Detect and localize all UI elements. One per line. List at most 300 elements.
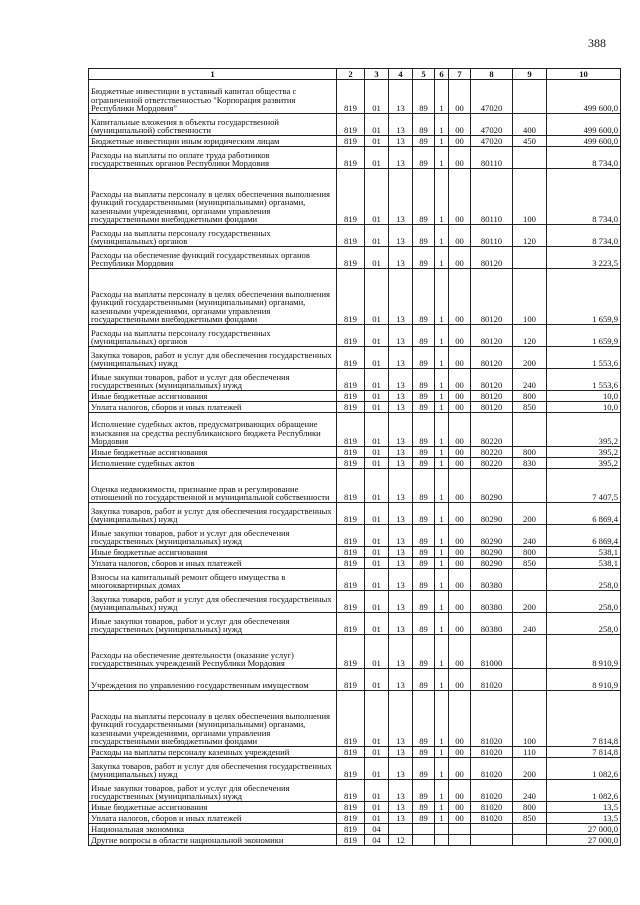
row-code-4: 13 (389, 80, 413, 114)
row-code-5: 89 (413, 402, 435, 413)
table-row (89, 747, 621, 758)
row-amount: 1 659,9 (547, 325, 621, 347)
row-code-7 (449, 824, 471, 835)
row-amount: 538,1 (547, 547, 621, 558)
row-code-4: 13 (389, 635, 413, 669)
row-code-7: 00 (449, 780, 471, 802)
row-code-8: 80110 (471, 169, 513, 225)
row-code-8: 80380 (471, 591, 513, 613)
row-code-6: 1 (435, 558, 449, 569)
row-code-4: 13 (389, 391, 413, 402)
row-name: Расходы на обеспечение функций государственных органов Республики Мордовия (89, 247, 337, 269)
row-code-6: 1 (435, 525, 449, 547)
row-code-9 (513, 669, 547, 691)
table-row (89, 635, 621, 669)
row-code-2: 819 (337, 758, 365, 780)
column-header: 10 (547, 69, 621, 80)
row-amount: 258,0 (547, 613, 621, 635)
table-row (89, 503, 621, 525)
row-code-8 (471, 824, 513, 835)
row-code-7: 00 (449, 458, 471, 469)
table-row (89, 447, 621, 458)
row-code-5: 89 (413, 558, 435, 569)
row-code-5: 89 (413, 136, 435, 147)
row-code-7: 00 (449, 269, 471, 325)
row-code-3: 01 (365, 114, 389, 136)
row-code-6: 1 (435, 169, 449, 225)
row-amount: 395,2 (547, 458, 621, 469)
row-code-9 (513, 824, 547, 835)
row-code-4: 12 (389, 835, 413, 846)
row-code-2: 819 (337, 402, 365, 413)
row-amount: 10,0 (547, 391, 621, 402)
row-amount: 8 910,9 (547, 635, 621, 669)
table-row (89, 269, 621, 325)
row-code-2: 819 (337, 569, 365, 591)
row-code-8: 80110 (471, 225, 513, 247)
row-code-8: 80120 (471, 402, 513, 413)
row-code-7 (449, 835, 471, 846)
row-code-9 (513, 635, 547, 669)
row-code-6: 1 (435, 413, 449, 447)
table-row (89, 391, 621, 402)
row-code-7: 00 (449, 525, 471, 547)
column-header: 1 (89, 69, 337, 80)
row-code-7: 00 (449, 413, 471, 447)
row-code-2: 819 (337, 547, 365, 558)
row-code-8: 80120 (471, 391, 513, 402)
row-code-7: 00 (449, 447, 471, 458)
row-code-3: 01 (365, 458, 389, 469)
table-row (89, 169, 621, 225)
row-amount: 27 000,0 (547, 824, 621, 835)
row-name: Другие вопросы в области национальной экономики (89, 835, 337, 846)
row-code-2: 819 (337, 458, 365, 469)
row-code-4: 13 (389, 369, 413, 391)
column-header: 7 (449, 69, 471, 80)
row-code-2: 819 (337, 413, 365, 447)
row-code-2: 819 (337, 225, 365, 247)
row-code-5: 89 (413, 525, 435, 547)
row-code-5: 89 (413, 758, 435, 780)
row-code-2: 819 (337, 347, 365, 369)
row-code-8: 47020 (471, 114, 513, 136)
row-amount: 1 082,6 (547, 758, 621, 780)
row-name: Расходы на выплаты персоналу государственных (муниципальных) органов (89, 325, 337, 347)
row-code-3: 01 (365, 591, 389, 613)
row-code-4: 13 (389, 458, 413, 469)
row-name: Расходы на выплаты персоналу в целях обеспечения выполнения функций государственными (муниципальными) органами, казенными учреждениями, органами управления государственными внебюджетными фондами (89, 691, 337, 747)
row-code-6: 1 (435, 691, 449, 747)
row-code-6: 1 (435, 458, 449, 469)
row-code-6: 1 (435, 747, 449, 758)
row-code-3: 01 (365, 347, 389, 369)
row-code-3: 01 (365, 747, 389, 758)
row-code-3: 01 (365, 136, 389, 147)
row-code-3: 01 (365, 269, 389, 325)
row-code-8: 80290 (471, 558, 513, 569)
table-row (89, 147, 621, 169)
table-row (89, 802, 621, 813)
table-row (89, 80, 621, 114)
row-code-7: 00 (449, 669, 471, 691)
row-amount: 258,0 (547, 569, 621, 591)
row-code-7: 00 (449, 325, 471, 347)
row-code-7: 00 (449, 813, 471, 824)
row-code-2: 819 (337, 503, 365, 525)
table-row (89, 114, 621, 136)
table-row (89, 469, 621, 503)
row-code-3: 01 (365, 80, 389, 114)
row-code-5: 89 (413, 691, 435, 747)
table-row (89, 813, 621, 824)
row-code-5: 89 (413, 613, 435, 635)
row-code-2: 819 (337, 325, 365, 347)
row-code-3: 01 (365, 147, 389, 169)
row-code-8: 81020 (471, 691, 513, 747)
row-code-9: 120 (513, 325, 547, 347)
row-code-5: 89 (413, 780, 435, 802)
row-code-4: 13 (389, 613, 413, 635)
row-code-2: 819 (337, 247, 365, 269)
row-amount: 6 869,4 (547, 503, 621, 525)
row-code-6: 1 (435, 147, 449, 169)
table-row (89, 136, 621, 147)
row-code-6: 1 (435, 802, 449, 813)
row-code-3: 01 (365, 525, 389, 547)
row-code-4: 13 (389, 247, 413, 269)
row-code-4: 13 (389, 347, 413, 369)
row-code-2: 819 (337, 613, 365, 635)
row-amount: 13,5 (547, 813, 621, 824)
row-code-9: 120 (513, 225, 547, 247)
row-code-4: 13 (389, 402, 413, 413)
row-code-7: 00 (449, 469, 471, 503)
row-code-4: 13 (389, 269, 413, 325)
row-code-4: 13 (389, 147, 413, 169)
row-name: Расходы на обеспечение деятельности (оказание услуг) государственных учреждений Республики Мордовия (89, 635, 337, 669)
row-code-6: 1 (435, 347, 449, 369)
row-code-9: 200 (513, 503, 547, 525)
table-row (89, 591, 621, 613)
row-code-8: 80220 (471, 458, 513, 469)
row-code-5: 89 (413, 669, 435, 691)
row-code-6: 1 (435, 80, 449, 114)
row-code-6: 1 (435, 758, 449, 780)
row-amount: 258,0 (547, 591, 621, 613)
row-code-4: 13 (389, 413, 413, 447)
row-amount: 13,5 (547, 802, 621, 813)
row-code-6: 1 (435, 225, 449, 247)
table-row (89, 835, 621, 846)
row-code-9: 850 (513, 402, 547, 413)
row-code-9: 200 (513, 591, 547, 613)
row-amount: 7 814,8 (547, 691, 621, 747)
row-code-4: 13 (389, 780, 413, 802)
row-code-2: 819 (337, 747, 365, 758)
budget-table (88, 68, 621, 846)
row-code-2: 819 (337, 558, 365, 569)
row-code-6: 1 (435, 613, 449, 635)
row-code-3: 01 (365, 547, 389, 558)
row-code-4: 13 (389, 503, 413, 525)
row-code-7: 00 (449, 402, 471, 413)
row-name: Оценка недвижимости, признание прав и регулирование отношений по государственной и муниципальной собственности (89, 469, 337, 503)
row-amount: 499 600,0 (547, 136, 621, 147)
row-name: Капитальные вложения в объекты государственной (муниципальной) собственности (89, 114, 337, 136)
row-code-5: 89 (413, 325, 435, 347)
row-code-7: 00 (449, 136, 471, 147)
row-code-3: 04 (365, 835, 389, 846)
row-code-3: 04 (365, 824, 389, 835)
row-code-4: 13 (389, 802, 413, 813)
row-code-2: 819 (337, 114, 365, 136)
row-amount: 6 869,4 (547, 525, 621, 547)
row-code-2: 819 (337, 269, 365, 325)
row-code-6: 1 (435, 569, 449, 591)
row-code-5: 89 (413, 147, 435, 169)
row-code-8: 81020 (471, 802, 513, 813)
row-code-9 (513, 569, 547, 591)
row-code-9: 240 (513, 369, 547, 391)
row-name: Закупка товаров, работ и услуг для обеспечения государственных (муниципальных) нужд (89, 591, 337, 613)
row-code-6: 1 (435, 391, 449, 402)
row-code-2: 819 (337, 169, 365, 225)
row-code-8: 81020 (471, 780, 513, 802)
row-code-8: 80220 (471, 447, 513, 458)
row-code-6 (435, 835, 449, 846)
row-amount: 1 082,6 (547, 780, 621, 802)
row-name: Закупка товаров, работ и услуг для обеспечения государственных (муниципальных) нужд (89, 503, 337, 525)
row-code-7: 00 (449, 569, 471, 591)
row-code-9: 200 (513, 347, 547, 369)
row-code-6: 1 (435, 669, 449, 691)
row-code-5 (413, 824, 435, 835)
row-code-5: 89 (413, 547, 435, 558)
row-code-7: 00 (449, 147, 471, 169)
table-row (89, 458, 621, 469)
row-code-4: 13 (389, 136, 413, 147)
row-code-2: 819 (337, 447, 365, 458)
row-code-3: 01 (365, 780, 389, 802)
row-code-4: 13 (389, 525, 413, 547)
row-code-7: 00 (449, 80, 471, 114)
row-code-5: 89 (413, 80, 435, 114)
row-code-9: 110 (513, 747, 547, 758)
row-code-8: 81020 (471, 747, 513, 758)
page-number: 388 (588, 36, 606, 50)
row-name: Иные закупки товаров, работ и услуг для обеспечения государственных (муниципальных) нужд (89, 369, 337, 391)
row-code-7: 00 (449, 758, 471, 780)
row-code-3: 01 (365, 413, 389, 447)
row-code-7: 00 (449, 591, 471, 613)
table-row (89, 325, 621, 347)
row-code-8: 81020 (471, 813, 513, 824)
row-code-7: 00 (449, 747, 471, 758)
row-code-8: 81020 (471, 669, 513, 691)
row-code-6: 1 (435, 547, 449, 558)
row-code-8: 80290 (471, 469, 513, 503)
row-code-9: 850 (513, 813, 547, 824)
row-code-3: 01 (365, 391, 389, 402)
row-amount: 1 553,6 (547, 347, 621, 369)
column-header: 4 (389, 69, 413, 80)
row-name: Иные бюджетные ассигнования (89, 391, 337, 402)
row-code-8: 80110 (471, 147, 513, 169)
row-code-2: 819 (337, 802, 365, 813)
row-code-4: 13 (389, 691, 413, 747)
table-row (89, 369, 621, 391)
row-code-6: 1 (435, 813, 449, 824)
row-name: Исполнение судебных актов, предусматривающих обращение взыскания на средства республиканского бюджета Республики Мордовия (89, 413, 337, 447)
row-code-4: 13 (389, 747, 413, 758)
row-code-5 (413, 835, 435, 846)
row-code-9: 450 (513, 136, 547, 147)
row-code-8: 80380 (471, 613, 513, 635)
row-code-5: 89 (413, 813, 435, 824)
row-code-3: 01 (365, 469, 389, 503)
row-code-9: 850 (513, 558, 547, 569)
row-code-9: 800 (513, 547, 547, 558)
row-code-4: 13 (389, 669, 413, 691)
row-code-8: 80290 (471, 547, 513, 558)
row-code-8: 80120 (471, 347, 513, 369)
row-code-2: 819 (337, 469, 365, 503)
row-name: Расходы на выплаты по оплате труда работников государственных органов Республики Мордовия (89, 147, 337, 169)
row-code-6: 1 (435, 469, 449, 503)
row-code-3: 01 (365, 813, 389, 824)
row-name: Расходы на выплаты персоналу в целях обеспечения выполнения функций государственными (муниципальными) органами, казенными учреждениями, органами управления государственными внебюджетными фондами (89, 169, 337, 225)
table-row (89, 247, 621, 269)
table-row (89, 558, 621, 569)
row-code-6 (435, 824, 449, 835)
row-code-3: 01 (365, 369, 389, 391)
row-code-6: 1 (435, 503, 449, 525)
row-code-3: 01 (365, 247, 389, 269)
row-amount: 395,2 (547, 413, 621, 447)
row-code-6: 1 (435, 635, 449, 669)
row-code-9: 240 (513, 780, 547, 802)
row-code-7: 00 (449, 247, 471, 269)
row-code-5: 89 (413, 269, 435, 325)
row-code-2: 819 (337, 525, 365, 547)
row-code-7: 00 (449, 691, 471, 747)
row-code-3: 01 (365, 669, 389, 691)
row-code-7: 00 (449, 802, 471, 813)
row-code-7: 00 (449, 613, 471, 635)
row-name: Расходы на выплаты персоналу казенных учреждений (89, 747, 337, 758)
table-row (89, 613, 621, 635)
table-row (89, 824, 621, 835)
row-code-2: 819 (337, 591, 365, 613)
table-row (89, 413, 621, 447)
header-row (89, 69, 621, 80)
row-code-2: 819 (337, 635, 365, 669)
row-code-5: 89 (413, 347, 435, 369)
row-code-7: 00 (449, 225, 471, 247)
row-code-2: 819 (337, 80, 365, 114)
row-code-7: 00 (449, 503, 471, 525)
row-name: Бюджетные инвестиции иным юридическим лицам (89, 136, 337, 147)
row-amount: 395,2 (547, 447, 621, 458)
table-row (89, 780, 621, 802)
row-amount: 3 223,5 (547, 247, 621, 269)
row-code-8: 47020 (471, 80, 513, 114)
row-amount: 8 734,0 (547, 169, 621, 225)
table-row (89, 691, 621, 747)
row-code-5: 89 (413, 469, 435, 503)
row-code-8: 80290 (471, 525, 513, 547)
row-code-5: 89 (413, 169, 435, 225)
row-code-4: 13 (389, 114, 413, 136)
row-code-3: 01 (365, 758, 389, 780)
row-code-2: 819 (337, 147, 365, 169)
row-code-7: 00 (449, 347, 471, 369)
row-code-7: 00 (449, 369, 471, 391)
row-code-4 (389, 824, 413, 835)
row-name: Уплата налогов, сборов и иных платежей (89, 558, 337, 569)
row-code-8: 81020 (471, 758, 513, 780)
row-code-3: 01 (365, 325, 389, 347)
row-code-6: 1 (435, 247, 449, 269)
row-code-9: 830 (513, 458, 547, 469)
row-code-6: 1 (435, 369, 449, 391)
row-code-9 (513, 147, 547, 169)
row-code-9: 100 (513, 169, 547, 225)
table-row (89, 225, 621, 247)
row-code-7: 00 (449, 558, 471, 569)
row-code-9: 100 (513, 691, 547, 747)
row-code-2: 819 (337, 780, 365, 802)
table-row (89, 547, 621, 558)
row-code-8: 80220 (471, 413, 513, 447)
row-code-6: 1 (435, 325, 449, 347)
row-code-2: 819 (337, 369, 365, 391)
row-amount: 10,0 (547, 402, 621, 413)
row-code-5: 89 (413, 447, 435, 458)
row-code-8: 80120 (471, 369, 513, 391)
row-name: Уплата налогов, сборов и иных платежей (89, 813, 337, 824)
row-name: Закупка товаров, работ и услуг для обеспечения государственных (муниципальных) нужд (89, 758, 337, 780)
row-code-7: 00 (449, 169, 471, 225)
row-code-6: 1 (435, 269, 449, 325)
column-header: 9 (513, 69, 547, 80)
row-code-7: 00 (449, 114, 471, 136)
row-name: Национальная экономика (89, 824, 337, 835)
row-code-8: 80380 (471, 569, 513, 591)
row-code-2: 819 (337, 835, 365, 846)
row-code-3: 01 (365, 402, 389, 413)
row-code-6: 1 (435, 780, 449, 802)
row-code-6: 1 (435, 402, 449, 413)
table-row (89, 402, 621, 413)
row-code-8: 47020 (471, 136, 513, 147)
row-code-9: 800 (513, 802, 547, 813)
row-code-7: 00 (449, 547, 471, 558)
row-code-6: 1 (435, 591, 449, 613)
row-name: Взносы на капитальный ремонт общего имущества в многоквартирных домах (89, 569, 337, 591)
column-header: 5 (413, 69, 435, 80)
row-code-6: 1 (435, 447, 449, 458)
row-name: Иные закупки товаров, работ и услуг для обеспечения государственных (муниципальных) нужд (89, 780, 337, 802)
row-name: Иные бюджетные ассигнования (89, 547, 337, 558)
row-amount: 27 000,0 (547, 835, 621, 846)
row-name: Расходы на выплаты персоналу государственных (муниципальных) органов (89, 225, 337, 247)
row-code-8: 80120 (471, 269, 513, 325)
row-code-5: 89 (413, 413, 435, 447)
row-code-5: 89 (413, 747, 435, 758)
row-code-3: 01 (365, 635, 389, 669)
